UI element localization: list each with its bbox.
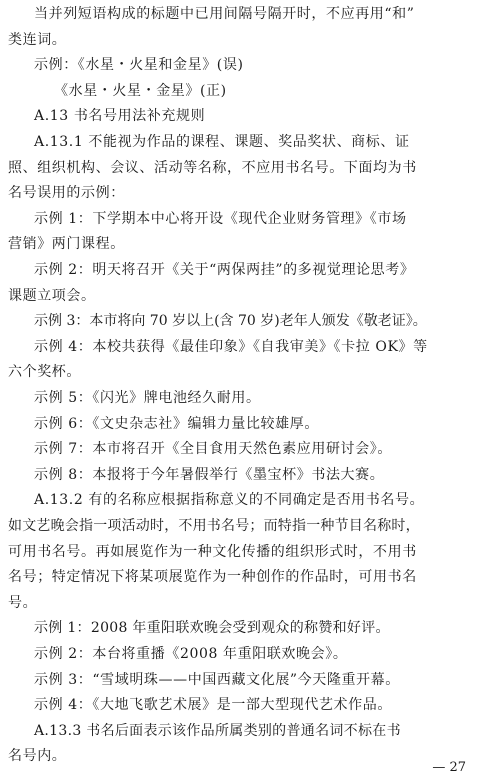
text-line: A.13.2 有的名称应根据指称意义的不同确定是否用书名号。 (34, 492, 425, 509)
text-line: A.13.1 不能视为作品的课程、课题、奖品奖状、商标、证 (34, 134, 410, 150)
example-line: 《水星・火星・金星》(正) (54, 82, 227, 99)
text-line: 名号误用的示例： (8, 185, 125, 202)
text-line: 名号内。 (8, 748, 67, 765)
example-line: 示例 7：本市将召开《全目食用天然色素应用研讨会》。 (34, 441, 392, 458)
text-line: 类连词。 (8, 31, 67, 48)
text-line: 可用书名号。再如展览作为一种文化传播的组织形式时，不用书 (8, 543, 417, 560)
example-line: 示例 3：“雪域明珠——中国西藏文化展”今天隆重开幕。 (34, 671, 400, 688)
example-line: 示例 2：明天将召开《关于“两保两挂”的多视觉理论思考》 (34, 262, 415, 278)
example-line: 示例 4：本校共获得《最佳印象》《自我审美》《卡拉 OK》等 (34, 338, 428, 355)
example-line: 六个奖杯。 (8, 364, 81, 381)
example-line: 示例 1：2008 年重阳联欢晚会受到观众的称赞和好评。 (34, 620, 390, 637)
text-line: 照、组织机构、会议、活动等名称，不应用书名号。下面均为书 (8, 159, 417, 176)
text-line: 名号；特定情况下将某项展览作为一种创作的作品时，可用书名 (8, 569, 417, 586)
text-line: A.13.3 书名后面表示该作品所属类别的普通名词不标在书 (34, 722, 401, 739)
example-line: 营销》两门课程。 (8, 236, 125, 253)
section-heading: A.13 书名号用法补充规则 (34, 108, 206, 125)
text-line: 号。 (8, 594, 38, 611)
page-number: — 27 (432, 760, 466, 775)
example-line: 示例 2：本台将重播《2008 年重阳联欢晚会》。 (34, 646, 348, 662)
example-line: 示例：《水星・火星和金星》(误) (34, 57, 244, 74)
example-line: 示例 5：《闪光》牌电池经久耐用。 (34, 390, 261, 406)
text-line: 如文艺晚会指一项活动时，不用书名号；而特指一种节目名称时， (8, 518, 420, 534)
example-line: 示例 6：《文史杂志社》编辑力量比较雄厚。 (34, 415, 319, 432)
example-line: 示例 1：下学期本中心将开设《现代企业财务管理》《市场 (34, 210, 407, 227)
example-line: 示例 3：本市将向 70 岁以上(含 70 岁)老年人颁发《敬老证》。 (34, 313, 427, 330)
example-line: 示例 4：《大地飞歌艺术展》是一部大型现代艺术作品。 (34, 697, 392, 714)
example-line: 课题立项会。 (8, 287, 96, 304)
example-line: 示例 8：本报将于今年暑假举行《墨宝杯》书法大赛。 (34, 466, 385, 483)
text-line: 当并列短语构成的标题中已用间隔号隔开时，不应再用“和” (34, 6, 415, 22)
